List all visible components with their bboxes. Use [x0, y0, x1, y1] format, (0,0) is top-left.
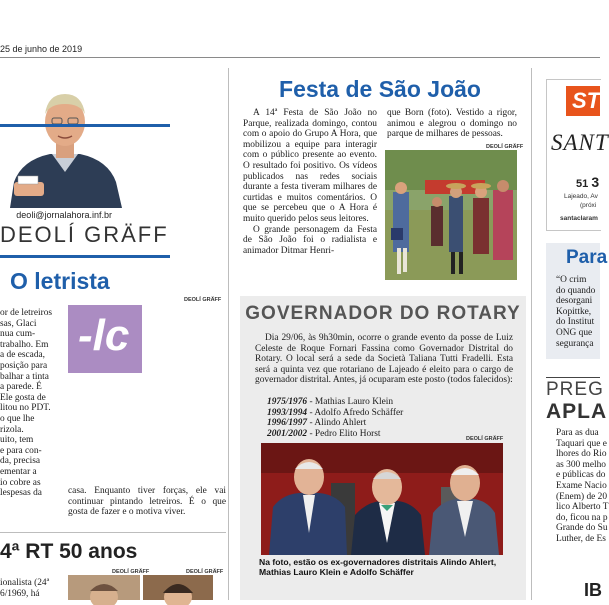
o-letrista-line: rizola.: [0, 424, 24, 435]
o-letrista-tail-text: casa. Enquanto tiver forças, ele vai continuar pintando letreiros. É o que gosta de fazer e o motiva viver.: [68, 486, 226, 518]
festa-photo-credit: DEOLÍ GRÄFF: [486, 144, 524, 150]
columnist-photo: [0, 64, 130, 208]
rotary-photo-caption: Na foto, estão os ex-governadores distritais Alindo Ahlert, Mathias Lauro Klein e Adolfo Schäffer: [259, 557, 497, 578]
rt-title: 4ª RT 50 anos: [0, 540, 138, 563]
o-letrista-line: litou no PDT.: [0, 403, 51, 414]
o-letrista-line: a de escada,: [0, 350, 46, 361]
o-letrista-line: or de letreiros: [0, 308, 53, 318]
preg-line: as 300 melho: [556, 459, 606, 470]
rotary-list-item: 1996/1997 - Alindo Ahlert: [267, 418, 367, 429]
rt-photo-credit-1: DEOLÍ GRÄFF: [112, 569, 150, 575]
o-letrista-line: uito, tem: [0, 435, 34, 446]
para-line: do quando: [556, 285, 596, 296]
o-letrista-line: nua cum-: [0, 329, 36, 340]
o-letrista-line: o que lhe: [0, 413, 35, 424]
page-date: 25 de junho de 2019: [0, 44, 83, 54]
bottom-right-fragment: IB: [584, 580, 602, 600]
para-line: Kopittke,: [556, 306, 592, 317]
ad-brand-name: SANT: [551, 130, 609, 155]
rotary-list-item: 1975/1976 - Mathias Lauro Klein: [267, 397, 394, 407]
ad-extra: (próxi: [580, 202, 597, 209]
festa-paragraph-1: A 14ª Festa de São João no Parque, realizada domingo, contou com o apoio do Grupo A Hora, que mobilizou a equipe para interagir com o público presente ao evento. O resultado foi positivo. Os vídeos publicados nas redes sociais durante a festa tiveram milhares de curtidas e muitos comentários. O que se percebeu que o A Hora é muito querido pelos seus leitores.: [243, 108, 377, 224]
column-divider-right: [531, 68, 532, 600]
o-letrista-line: da, precisa: [0, 456, 41, 467]
rt-top-rule: [0, 532, 226, 533]
festa-title: Festa de São João: [279, 76, 481, 102]
preg-line: do, ficou na p: [556, 512, 608, 523]
rotary-list-item: 2001/2002 - Pedro Elito Horst: [267, 428, 381, 439]
rt-photo-1: [68, 575, 140, 600]
preg-line: Para as dua: [556, 428, 599, 438]
preg-line: Grande do Su: [556, 523, 608, 534]
para-line: “O crim: [556, 275, 587, 285]
preg-line: (Enem) de 20: [556, 491, 608, 502]
ad-logo: ST: [566, 86, 600, 116]
para-line: segurança: [556, 338, 594, 349]
para-line: do Institut: [556, 317, 595, 328]
o-letrista-line: lespesas da: [0, 488, 42, 499]
rt-line: 6/1969, há: [0, 588, 40, 599]
o-letrista-photo: [68, 305, 142, 373]
o-letrista-line: trabalho. Em: [0, 339, 49, 350]
o-letrista-line: sas, Glaci: [0, 318, 37, 329]
preg-frame: [546, 377, 600, 378]
o-letrista-title: O letrista: [10, 268, 110, 294]
preg-line: Luther, de Es: [556, 533, 606, 544]
para-text: [556, 275, 602, 349]
preg-text: [556, 428, 609, 545]
o-letrista-photo-credit: DEOLÍ GRÄFF: [184, 297, 222, 303]
o-letrista-left-column: [0, 308, 56, 499]
ad-address: Lajeado, Av: [564, 193, 598, 200]
o-letrista-line: posição para: [0, 360, 48, 371]
o-letrista-line: io cobre as: [0, 477, 41, 488]
o-letrista-line: Ele gosta de: [0, 392, 46, 403]
columnist-name-bar: [0, 255, 170, 258]
festa-column-1: [243, 108, 377, 256]
festa-paragraph-2: O grande personagem da Festa de São João foi o radialista e animador Ditmar Henri-: [243, 224, 377, 256]
rt-photo-2: [143, 575, 213, 600]
ad-phone-prefix: 51: [576, 178, 589, 190]
columnist-email: deoli@jornalahora.inf.br: [16, 210, 112, 220]
rotary-title: GOVERNADOR DO ROTARY: [245, 303, 521, 324]
preg-line: lhores do Rio: [556, 449, 607, 460]
rt-text: [0, 578, 60, 599]
festa-column-2: que Born (foto). Vestido a rigor, animou e alegrou o domingo no parque de milhares de pessoas.: [387, 108, 517, 140]
o-letrista-line: e para con-: [0, 445, 42, 456]
ad-phone: [576, 174, 599, 190]
header-rule: [0, 57, 600, 58]
columnist-accent-bar: [0, 124, 170, 127]
columnist-name: DEOLÍ GRÄFF: [0, 222, 169, 247]
o-letrista-line: balhar a tinta: [0, 371, 49, 382]
preg-line: Taquari que e: [556, 438, 607, 449]
o-letrista-line: ementar a: [0, 466, 37, 477]
festa-photo: [385, 150, 517, 280]
preg-line: e públicas do: [556, 470, 606, 481]
para-line: ONG que: [556, 327, 593, 338]
rt-photo-credit-2: DEOLÍ GRÄFF: [186, 569, 224, 575]
rotary-body: Dia 29/06, às 9h30min, ocorre o grande evento da posse de Luiz Celeste de Roque Fornari Fassina como Governador Distrital do Rotary. O local será a sede da Società Taliana Tutti Fradelli. Esta será a quinta vez que rotariano de Lajeado é eleito para o cargo de governador distrital. Antes, já ocuparam este posto (todos falecidos):: [255, 333, 513, 386]
ad-url: santaclaram: [560, 215, 598, 222]
preg-line: Exame Nacio: [556, 480, 607, 491]
preg-title-2: APLA: [546, 400, 608, 423]
preg-title-1: PREG: [546, 379, 604, 400]
para-line: desorgani: [556, 296, 593, 307]
ad-phone-number: 3: [591, 174, 600, 190]
column-divider-left: [228, 68, 229, 600]
rotary-photo-credit: DEOLÍ GRÄFF: [466, 436, 504, 442]
o-letrista-photo-lettering: -lc: [78, 311, 130, 360]
rotary-list: [267, 397, 507, 439]
o-letrista-line: a parede. É: [0, 382, 42, 393]
rt-line: ionalista (24ª: [0, 578, 50, 588]
preg-line: lico Alberto T: [556, 502, 609, 513]
para-title: Para: [566, 247, 608, 268]
rotary-photo: [261, 443, 503, 555]
rotary-list-item: 1993/1994 - Adolfo Afredo Schäffer: [267, 407, 404, 418]
